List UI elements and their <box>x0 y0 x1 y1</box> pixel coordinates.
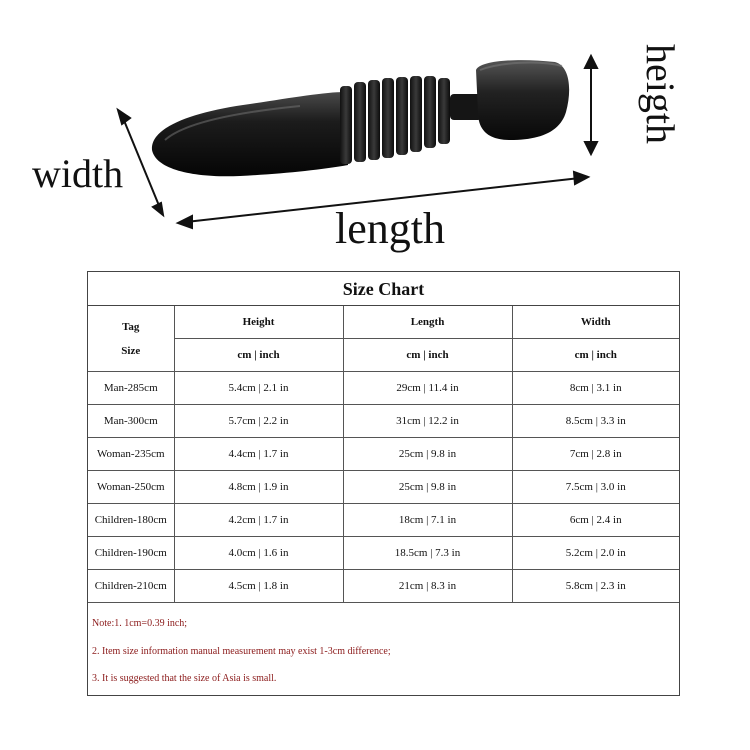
row-height: 5.7cm | 2.2 in <box>174 405 343 438</box>
row-width: 5.8cm | 2.3 in <box>512 570 679 603</box>
row-width: 5.2cm | 2.0 in <box>512 537 679 570</box>
row-length: 18.5cm | 7.3 in <box>343 537 512 570</box>
row-height: 4.5cm | 1.8 in <box>174 570 343 603</box>
table-row <box>88 570 679 603</box>
length-unit: cm | inch <box>343 339 512 372</box>
table-row <box>88 372 679 405</box>
table-row <box>88 471 679 504</box>
row-tag: Children-180cm <box>88 504 174 537</box>
header-row <box>88 306 679 339</box>
length-label: length <box>335 204 445 253</box>
row-tag: Woman-250cm <box>88 471 174 504</box>
row-width: 6cm | 2.4 in <box>512 504 679 537</box>
row-length: 31cm | 12.2 in <box>343 405 512 438</box>
unit-row <box>88 339 679 372</box>
table-row <box>88 438 679 471</box>
tag-header-line2: Size <box>121 344 141 357</box>
height-column-header: Height <box>174 306 343 339</box>
width-label: width <box>32 151 124 196</box>
shoe-tree-toe <box>152 92 348 176</box>
notes-section <box>88 606 679 696</box>
shoe-tree-rod <box>450 94 482 120</box>
row-length: 29cm | 11.4 in <box>343 372 512 405</box>
size-chart <box>87 271 680 696</box>
table-row <box>88 405 679 438</box>
note-2: 2. Item size information manual measurement may exist 1-3cm difference; <box>92 646 391 657</box>
length-column-header: Length <box>343 306 512 339</box>
table-row <box>88 504 679 537</box>
height-label: heigth <box>638 44 683 144</box>
row-height: 4.4cm | 1.7 in <box>174 438 343 471</box>
shoe-tree-spring <box>340 76 450 164</box>
row-height: 4.2cm | 1.7 in <box>174 504 343 537</box>
size-table <box>88 306 679 603</box>
row-height: 4.8cm | 1.9 in <box>174 471 343 504</box>
row-length: 21cm | 8.3 in <box>343 570 512 603</box>
tag-header-line1: Tag <box>122 320 140 333</box>
shoe-tree-heel <box>476 60 569 140</box>
width-column-header: Width <box>512 306 679 339</box>
row-length: 25cm | 9.8 in <box>343 438 512 471</box>
tag-size-header <box>88 306 174 372</box>
row-tag: Woman-235cm <box>88 438 174 471</box>
row-height: 5.4cm | 2.1 in <box>174 372 343 405</box>
chart-title: Size Chart <box>88 272 679 306</box>
row-width: 8cm | 3.1 in <box>512 372 679 405</box>
row-width: 8.5cm | 3.3 in <box>512 405 679 438</box>
height-unit: cm | inch <box>174 339 343 372</box>
row-height: 4.0cm | 1.6 in <box>174 537 343 570</box>
row-tag: Children-210cm <box>88 570 174 603</box>
row-tag: Man-300cm <box>88 405 174 438</box>
table-row <box>88 537 679 570</box>
row-width: 7.5cm | 3.0 in <box>512 471 679 504</box>
row-length: 25cm | 9.8 in <box>343 471 512 504</box>
width-unit: cm | inch <box>512 339 679 372</box>
row-width: 7cm | 2.8 in <box>512 438 679 471</box>
row-tag: Children-190cm <box>88 537 174 570</box>
row-tag: Man-285cm <box>88 372 174 405</box>
height-arrow <box>585 56 597 154</box>
note-1: Note:1. 1cm=0.39 inch; <box>92 618 188 629</box>
note-3: 3. It is suggested that the size of Asia is small. <box>92 673 277 684</box>
row-length: 18cm | 7.1 in <box>343 504 512 537</box>
width-arrow <box>118 110 163 215</box>
